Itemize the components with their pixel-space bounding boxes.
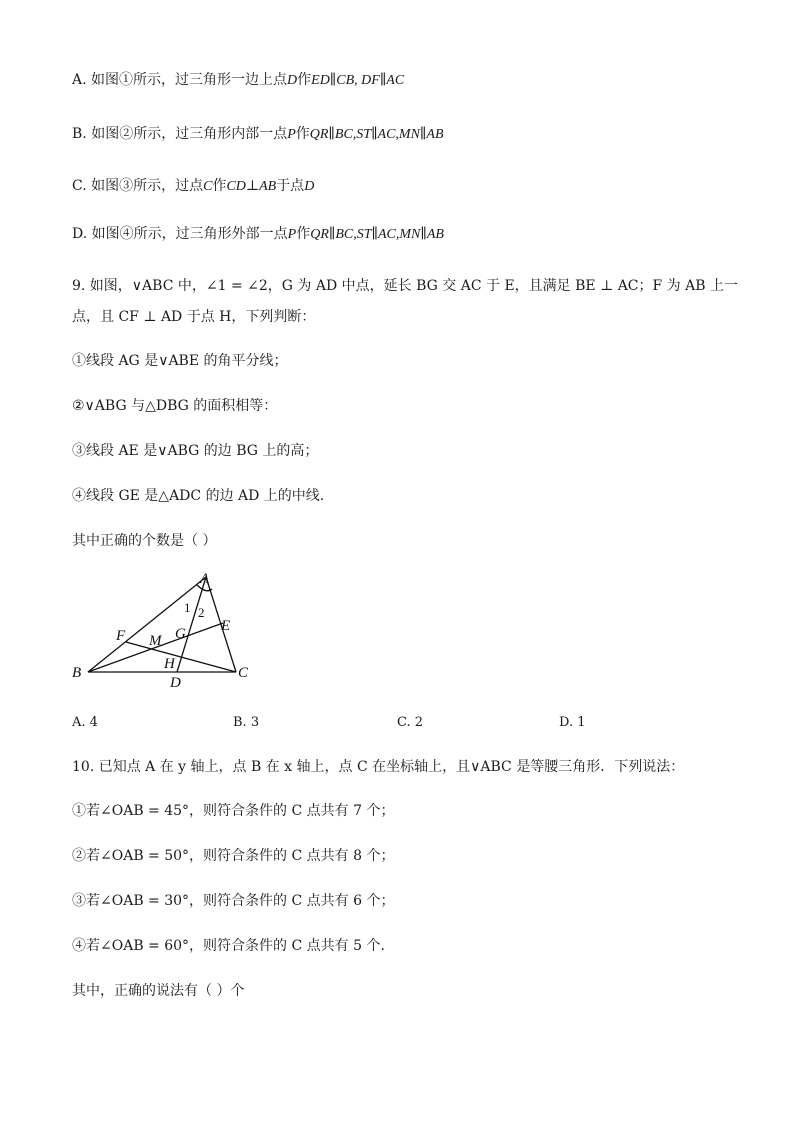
q10-statement-4: ④若∠OAB = 60°，则符合条件的 C 点共有 5 个. <box>72 938 385 954</box>
q9-stem-line1: 9. 如图，∨ABC 中，∠1 = ∠2，G 为 AD 中点，延长 BG 交 AC 于 E，且满足 BE ⊥ AC；F 为 AB 上一 <box>72 278 738 294</box>
label-c: C <box>238 665 249 681</box>
label-b: B <box>72 665 82 681</box>
label-m: M <box>149 633 162 649</box>
option-c-text: C. 如图③所示，过点 <box>72 178 204 194</box>
q9-stem-line2: 点，且 CF ⊥ AD 于点 H，下列判断： <box>72 309 316 325</box>
label-h: H <box>164 656 175 672</box>
q9-choice-b[interactable]: B. 3 <box>233 715 260 730</box>
q9-statement-2: ②∨ABG 与△DBG 的面积相等： <box>72 398 278 414</box>
option-a-verb: 作 <box>297 72 312 88</box>
option-b-point: P <box>287 127 296 142</box>
option-b-verb: 作 <box>295 126 310 142</box>
option-c-point: C <box>203 179 213 194</box>
label-e: E <box>221 618 231 634</box>
q9-statement-1: ①线段 AG 是∨ABE 的角平分线； <box>72 353 288 369</box>
option-c-prev <box>72 176 314 197</box>
label-angle-2: 2 <box>198 605 205 620</box>
option-c-formula: CD⊥AB <box>226 179 277 194</box>
segment-ab <box>88 577 206 672</box>
segment-fc <box>126 642 236 672</box>
q10-statement-1: ①若∠OAB = 45°，则符合条件的 C 点共有 7 个； <box>72 803 395 819</box>
q10-statement-2: ②若∠OAB = 50°，则符合条件的 C 点共有 8 个； <box>72 848 395 864</box>
option-b-text: B. 如图②所示，过三角形内部一点 <box>72 126 288 142</box>
q9-choice-d[interactable]: D. 1 <box>559 715 586 730</box>
q10-stem: 10. 已知点 A 在 y 轴上，点 B 在 x 轴上，点 C 在坐标轴上，且∨ABC 是等腰三角形．下列说法： <box>72 759 685 775</box>
q9-triangle-figure <box>66 566 266 694</box>
option-c-foot: D <box>304 179 315 194</box>
label-f: F <box>116 628 126 644</box>
option-a-formula: ED∥CB, DF∥AC <box>311 73 405 88</box>
label-a: A <box>200 571 210 587</box>
q10-statement-3: ③若∠OAB = 30°，则符合条件的 C 点共有 6 个； <box>72 893 395 909</box>
label-d: D <box>170 675 181 691</box>
q9-prompt: 其中正确的个数是（ ） <box>72 533 217 549</box>
option-d-prev <box>72 224 444 245</box>
q9-choice-a[interactable]: A. 4 <box>72 715 98 730</box>
option-d-formula: QR∥BC,ST∥AC,MN∥AB <box>310 227 444 242</box>
option-d-verb: 作 <box>296 226 311 242</box>
option-c-suffix: 于点 <box>276 178 305 194</box>
option-a-text: A. 如图①所示，过三角形一边上点 <box>72 72 288 88</box>
label-g: G <box>175 626 186 642</box>
option-d-text: D. 如图④所示，过三角形外部一点 <box>72 226 288 242</box>
option-c-verb: 作 <box>212 178 227 194</box>
q9-statement-3: ③线段 AE 是∨ABG 的边 BG 上的高； <box>72 443 319 459</box>
option-a-point: D <box>287 73 298 88</box>
option-b-prev <box>72 124 444 145</box>
q9-statement-4: ④线段 GE 是△ADC 的边 AD 上的中线. <box>72 488 325 504</box>
option-b-formula: QR∥BC,ST∥AC,MN∥AB <box>309 127 444 142</box>
label-angle-1: 1 <box>184 600 191 615</box>
q9-choice-c[interactable]: C. 2 <box>397 715 424 730</box>
q10-prompt: 其中，正确的说法有（ ）个 <box>72 983 245 999</box>
option-d-point: P <box>287 227 297 242</box>
option-a-prev <box>72 70 404 91</box>
